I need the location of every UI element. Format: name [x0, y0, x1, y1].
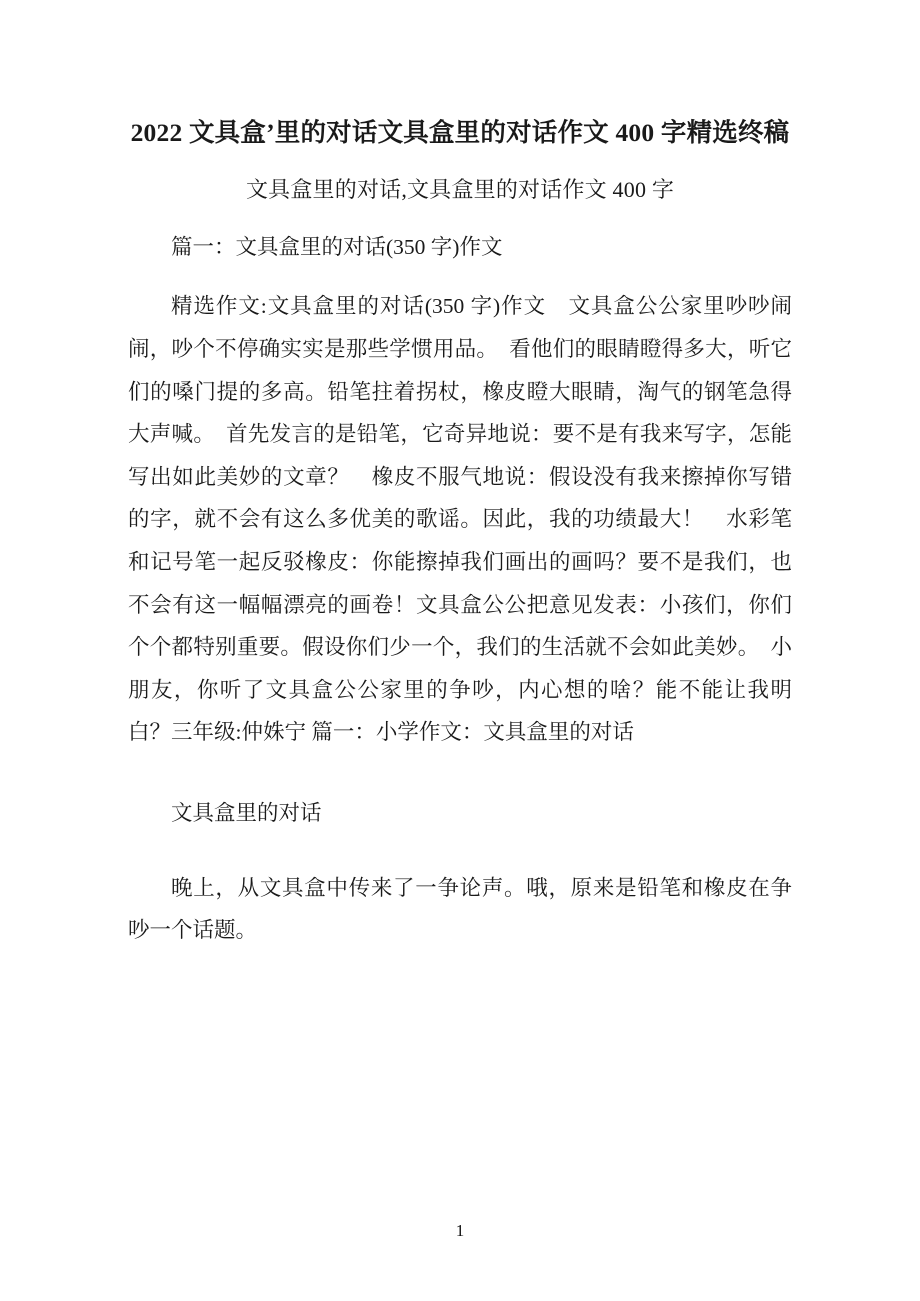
body-paragraph: 文具盒里的对话	[171, 800, 322, 825]
page-number: 1	[455, 1221, 465, 1240]
body-paragraph: 精选作文:文具盒里的对话(350 字)作文 文具盒公公家里吵吵闹闹，吵个不停确实实是那些学惯用品。 看他们的眼睛瞪得多大，听它们的嗓门提的多高。铅笔拄着拐杖，橡皮瞪大眼睛，淘气的钢笔急得大声喊。 首先发言的是铅笔，它奇异地说：要不是有我来写字，怎能写出如此美妙的文章？ 橡皮不服气地说：假设没有我来擦掉你写错的字，就不会有这么多优美的歌谣。因此，我的功绩最大！ 水彩笔和记号笔一起反驳橡皮：你能擦掉我们画出的画吗？要不是我们，也不会有这一幅幅漂亮的画卷！文具盒公公把意见发表：小孩们，你们个个都特别重要。假设你们少一个，我们的生活就不会如此美妙。 小朋友，你听了文具盒公公家里的争吵，内心想的啥？能不能让我明白？三年级:仲姝宁 篇一：小学作文：文具盒里的对话	[128, 294, 792, 745]
page-subtitle: 文具盒里的对话,文具盒里的对话作文 400 字	[245, 176, 675, 202]
body-paragraph: 晚上，从文具盒中传来了一争论声。哦，原来是铅笔和橡皮在争吵一个话题。	[128, 875, 792, 943]
section-heading: 篇一：文具盒里的对话(350 字)作文	[171, 235, 503, 260]
page-title: 2022 文具盒’里的对话文具盒里的对话作文 400 字精选终稿	[130, 118, 790, 147]
document-content	[128, 0, 792, 952]
